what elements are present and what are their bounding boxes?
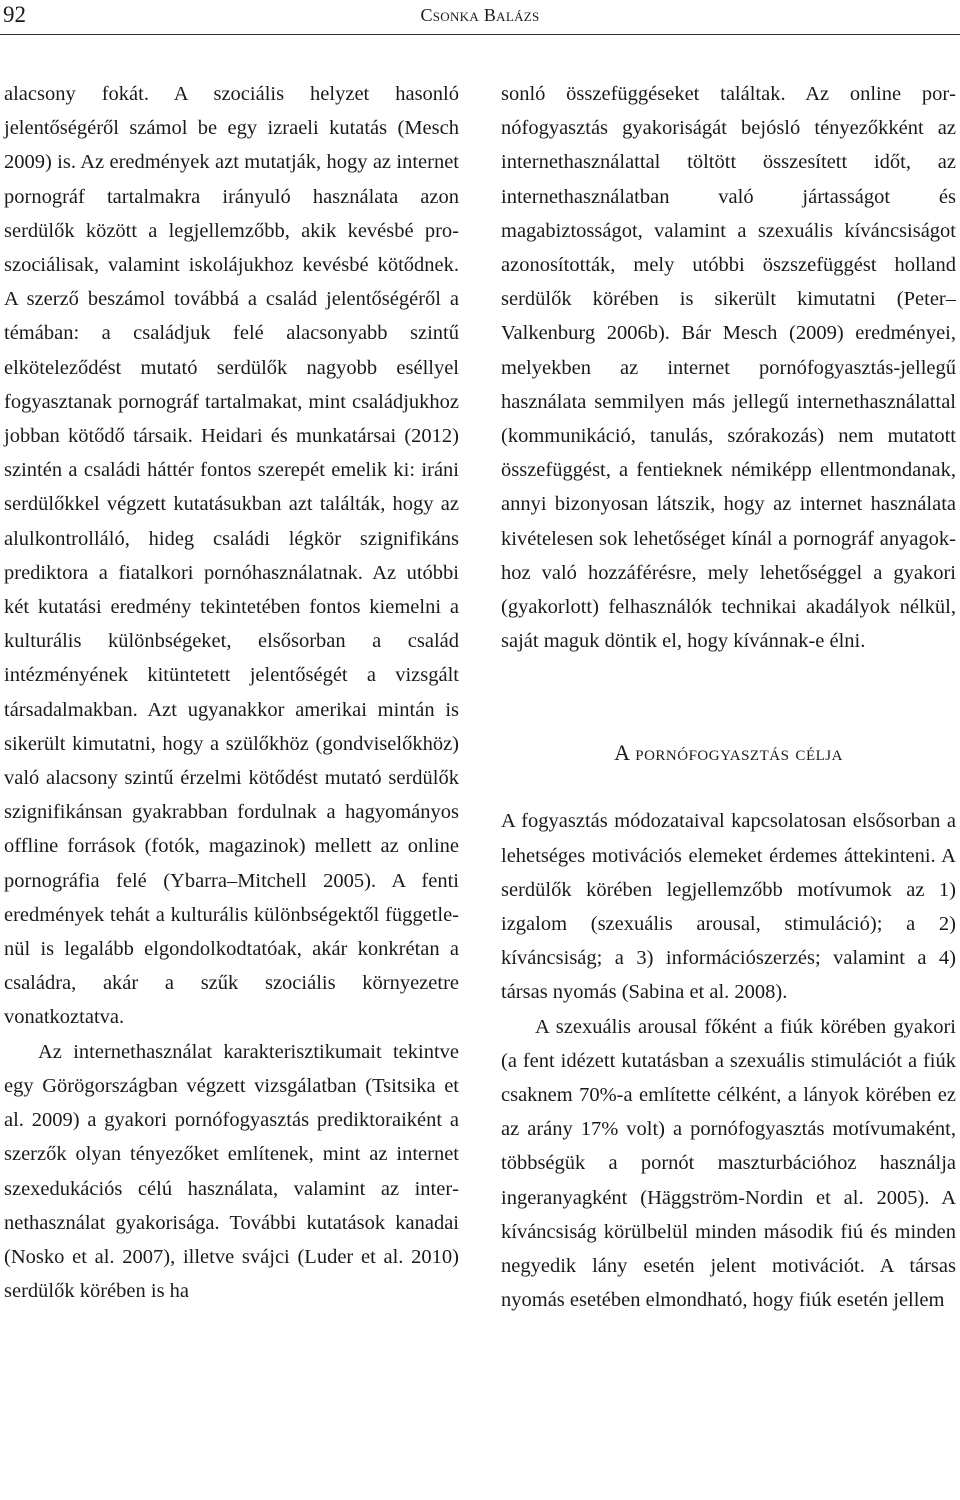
- body-paragraph: Az internethasználat karakterisztikumait tekintve egy Görögországban végzett vizsgálatban (Tsitsika et al. 2009) a gyakori pornófogyasztás prediktoraiként a szerzők olyan tényezőket említenek, mint az internet szexedukációs célú használata, valamint az internethasználat gyakorisága. További kutatások kanadai (Nosko et al. 2007), illetve svájci (Luder et al. 2010) serdülők körében is ha: [4, 1040, 459, 1303]
- body-paragraph: sonló összefüggéseket találtak. Az online pornófogyasztás gyakoriságát bejósló tényezőkként az internethasználattal töltött összesített időt, az internethasználatban való jártasságot és magabiztosságot, valamint a szexuális kíváncsiságot azonosították, mely utóbbi öszszefüggést holland serdülők körében is sikerült kimutatni (Peter–Valkenburg 2006b). Bár Mesch (2009) eredményei, melyekben az internet pornófogyasztás-jellegű használata semmilyen más jellegű internethasználattal (kommunikáció, tanulás, szórakozás) nem mutatott összefüggést, a fentieknek némiképp ellentmondanak, annyi bizonyosan látszik, hogy az internet használata kivételesen sok lehetőséget kínál a pornográf anyagokhoz való hozzáférésre, mely lehetőséggel a gyakori (gyakorlott) felhasználók technikai akadályok nélkül, saját maguk döntik el, hogy kívánnak-e élni.: [501, 83, 956, 653]
- page-number: 92: [3, 2, 26, 27]
- section-heading: A pornófogyasztás célja: [614, 740, 843, 766]
- body-paragraph: alacsony fokát. A szociális helyzet hasonló jelentőségéről számol be egy izraeli kutatás (Mesch 2009) is. Az eredmények azt mutatják, hogy az internet pornográf tartalmakra irányuló használata azon serdülők között a legjellemzőbb, akik kevésbé proszociálisak, valamint iskolájukhoz kevésbé kötődnek. A szerző beszámol továbbá a család jelentőségéről a témában: a családjuk felé alacsonyabb szintű elköteleződést mutató serdülők nagyobb eséllyel fogyasztanak pornográf tartalmakat, mint családjukhoz jobban kötődő társaik. Heidari és munkatársai (2012) szintén a családi háttér fontos szerepét emelik ki: iráni serdülőkkel végzett kutatásukban azt találták, hogy az alulkontrolláló, hideg családi légkör szignifikáns prediktora a fiatalkori pornóhasználatnak. Az utóbbi két kutatási eredmény tekintetében fontos kiemelni a kulturális különbségeket, elsősorban a család intézményének kitüntetett jelentőségét a vizsgált társadalmakban. Azt ugyanakkor amerikai mintán is sikerült kimutatni, hogy a szülőkhöz (gondviselőkhöz) való alacsony szintű érzelmi kötődést mutató serdülők szignifikánsan gyakrabban fordulnak a hagyományos offline források (fotók, magazinok) mellett az online pornográfia felé (Ybarra–Mitchell 2005). A fenti eredmények tehát a kulturális különbségektől függetlenül is legalább elgondolkodtatóak, akár konkrétan a családra, akár a szűk szociális környezetre vonatkoztatva.: [4, 83, 459, 1029]
- right-column: [501, 77, 956, 1318]
- left-column: [4, 77, 459, 1308]
- body-paragraph: A szexuális arousal főként a fiúk körében gyakori (a fent idézett kutatásban a szexuális stimulációt a fiúk csaknem 70%-a említette célként, a lányok körében ez az arány 17% volt) a pornófogyasztás motívumaként, többségük a pornót maszturbációhoz használja ingeranyagként (Häggström-Nordin et al. 2005). A kíváncsiság körülbelül minden második fiú és minden negyedik lány esetén jelent motivációt. A társas nyomás esetében elmondható, hogy fiúk esetén jellem: [501, 1015, 956, 1312]
- body-paragraph: A fogyasztás módozataival kapcsolatosan elsősorban a lehetséges motivációs elemeket érdemes áttekinteni. A serdülők körében legjellemzőbb motívumok az 1) izgalom (szexuális arousal, stimuláció); a 2) kíváncsiság; a 3) információszerzés; valamint a 4) társas nyomás (Sabina et al. 2008).: [501, 810, 956, 1004]
- page-header: [0, 0, 960, 35]
- running-head-author: Csonka Balázs: [420, 5, 540, 25]
